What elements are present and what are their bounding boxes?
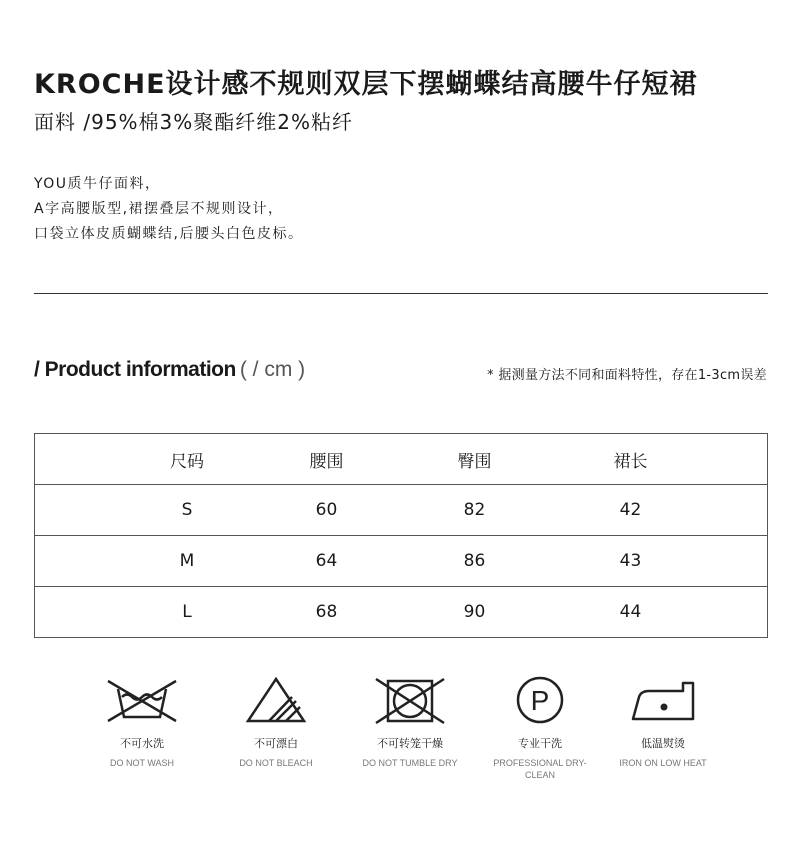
no-bleach-icon: [236, 675, 316, 725]
hip-cell: 90: [463, 602, 486, 622]
description-line: 口袋立体皮质蝴蝶结,后腰头白色皮标。: [34, 226, 304, 242]
size-table: [34, 433, 768, 638]
product-info-heading: [34, 358, 305, 382]
header-hip: 臀围: [453, 434, 609, 485]
waist-cell: 64: [315, 551, 338, 571]
care-item-no-wash: [82, 675, 202, 769]
fabric-composition: 面料 /95%棉3%聚酯纤维2%粘纤: [34, 110, 354, 134]
low-iron-icon: [623, 675, 703, 725]
table-row: [35, 536, 768, 587]
size-cell: M: [179, 551, 195, 571]
care-item-low-iron: [603, 675, 723, 769]
svg-text:P: P: [530, 685, 550, 716]
care-label-zh: 低温熨烫: [641, 737, 685, 750]
measurement-note: * 据测量方法不同和面料特性，存在1-3cm误差: [487, 368, 767, 383]
table-row: [35, 587, 768, 638]
waist-cell: 60: [315, 500, 338, 520]
care-label-en: DO NOT BLEACH: [239, 758, 313, 768]
dry-clean-icon: [500, 675, 580, 725]
care-item-no-tumble-dry: [350, 675, 470, 769]
product-info-unit: ( / cm ): [239, 358, 306, 381]
product-title: KROCHE设计感不规则双层下摆蝴蝶结高腰牛仔短裙: [34, 69, 698, 100]
length-cell: 44: [619, 602, 642, 622]
table-row: [35, 485, 768, 536]
no-tumble-dry-icon: [370, 675, 450, 725]
care-label-zh: 不可转笼干燥: [377, 737, 443, 750]
care-label-zh: 专业干洗: [518, 737, 562, 750]
size-cell: L: [182, 602, 192, 622]
care-item-dry-clean: [480, 675, 600, 781]
care-label-en: DO NOT TUMBLE DRY: [362, 758, 458, 768]
header-length: 裙长: [609, 434, 768, 485]
length-cell: 43: [619, 551, 642, 571]
care-label-en: DO NOT WASH: [109, 758, 174, 768]
care-item-no-bleach: [216, 675, 336, 769]
care-label-zh: 不可漂白: [254, 737, 298, 750]
waist-cell: 68: [315, 602, 338, 622]
size-cell: S: [181, 500, 193, 520]
care-label-zh: 不可水洗: [120, 737, 164, 750]
product-info-title: / Product information: [34, 358, 236, 381]
header-size: 尺码: [35, 434, 305, 485]
product-description: [34, 172, 303, 247]
section-divider: [34, 293, 768, 294]
care-label-en: PROFESSIONAL DRY-CLEAN: [493, 758, 587, 780]
header-waist: 腰围: [305, 434, 453, 485]
table-header-row: [35, 434, 768, 485]
description-line: A字高腰版型,裙摆叠层不规则设计，: [34, 201, 284, 217]
description-line: YOU质牛仔面料，: [34, 176, 161, 192]
hip-cell: 82: [463, 500, 486, 520]
care-label-en: IRON ON LOW HEAT: [619, 758, 707, 768]
hip-cell: 86: [463, 551, 486, 571]
no-wash-icon: [102, 675, 182, 725]
length-cell: 42: [619, 500, 642, 520]
